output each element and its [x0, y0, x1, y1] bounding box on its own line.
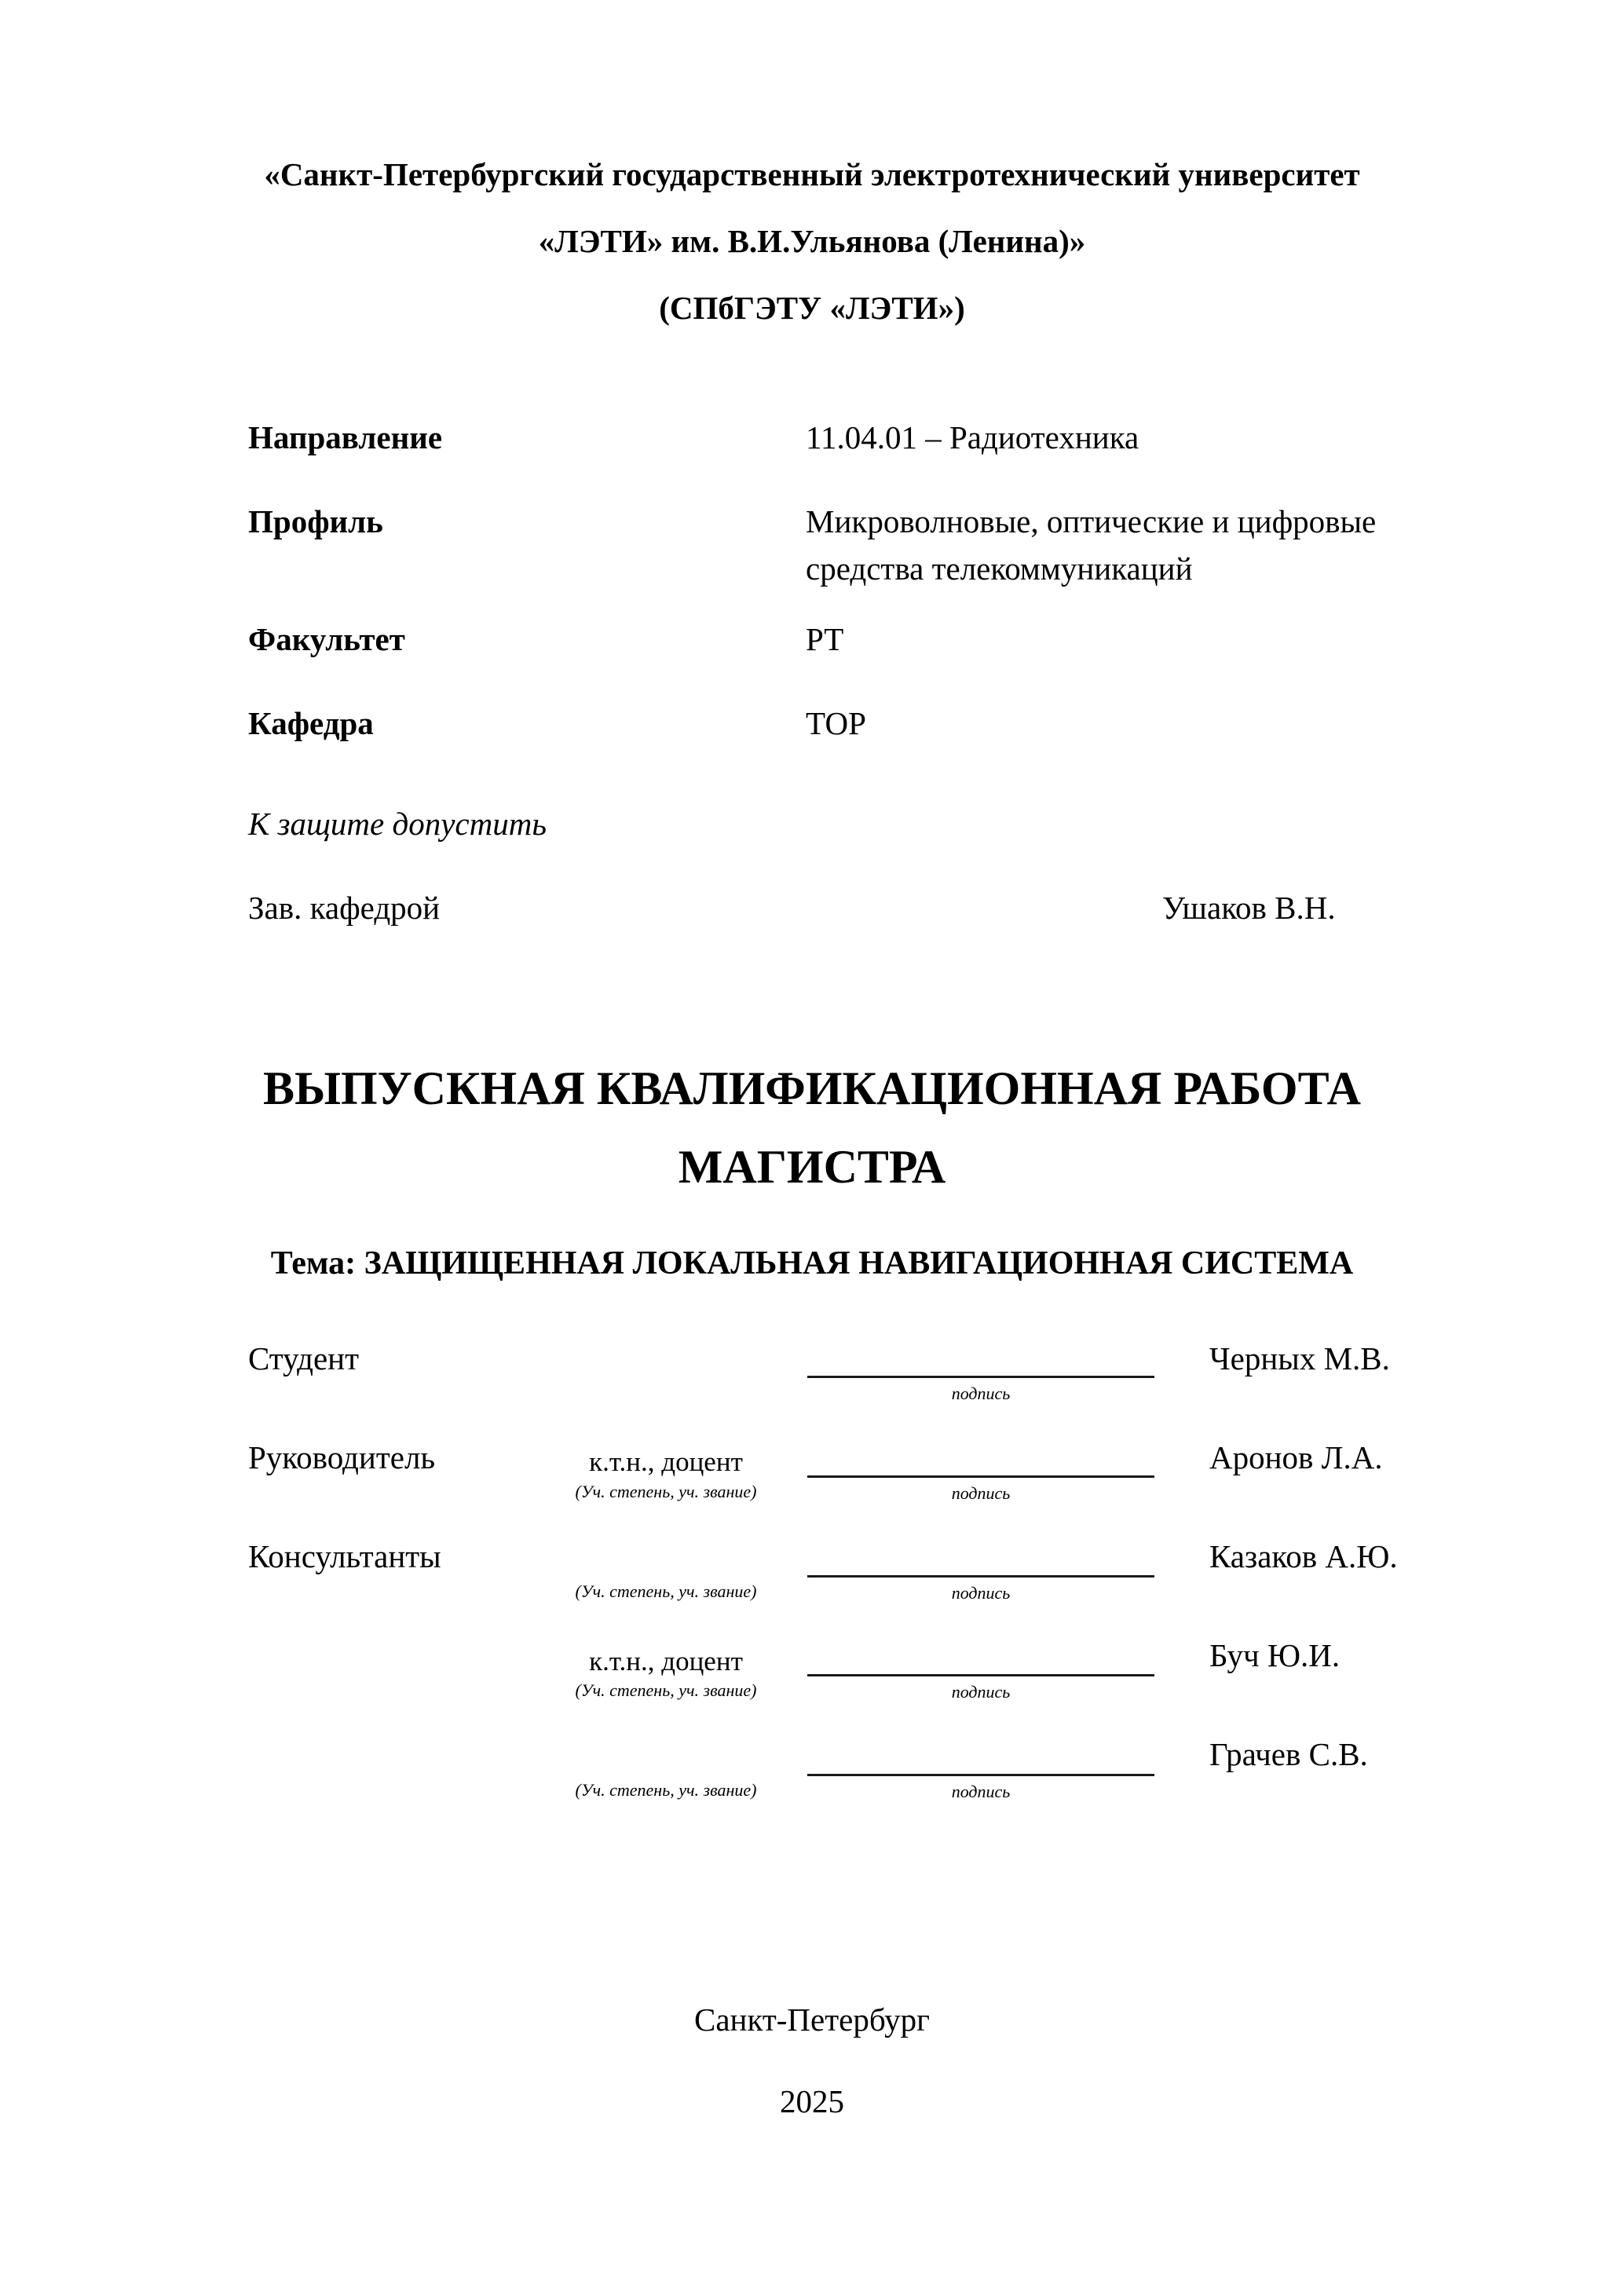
- signature-role-consultants: Консультанты: [248, 1538, 441, 1574]
- info-label-profile: Профиль: [248, 503, 383, 539]
- document-title-line1: ВЫПУСКНАЯ КВАЛИФИКАЦИОННАЯ РАБОТА: [263, 1062, 1361, 1114]
- info-value-direction: 11.04.01 – Радиотехника: [806, 419, 1139, 455]
- signature-line: [807, 1376, 1154, 1378]
- footer-year: 2025: [780, 2083, 844, 2119]
- credential-caption: (Уч. степень, уч. звание): [575, 1780, 757, 1800]
- document-title-line2: МАГИСТРА: [678, 1141, 946, 1193]
- credential-caption: (Уч. степень, уч. звание): [575, 1680, 757, 1700]
- signature-name-consultant-2: Буч Ю.И.: [1209, 1637, 1341, 1673]
- info-label-faculty: Факультет: [248, 621, 405, 657]
- document-topic: Тема: ЗАЩИЩЕННАЯ ЛОКАЛЬНАЯ НАВИГАЦИОННАЯ СИСТЕМА: [270, 1245, 1354, 1281]
- approval-name: Ушаков В.Н.: [1162, 890, 1336, 926]
- signature-name-consultant-3: Грачев С.В.: [1209, 1736, 1368, 1772]
- info-label-direction: Направление: [248, 419, 443, 455]
- approval-text: К защите допустить: [248, 806, 547, 842]
- footer-city: Санкт-Петербург: [694, 2002, 930, 2038]
- signature-line: [807, 1475, 1154, 1478]
- signature-name-student: Черных М.В.: [1209, 1340, 1390, 1377]
- info-label-department: Кафедра: [248, 705, 374, 741]
- info-value-profile-cont: средства телекоммуникаций: [806, 550, 1193, 587]
- signature-caption: подпись: [951, 1483, 1011, 1503]
- consultant-2-credential: к.т.н., доцент: [589, 1646, 743, 1676]
- info-value-faculty: РТ: [806, 621, 844, 657]
- university-name-line1: «Санкт-Петербургский государственный электротехнический университет: [264, 156, 1360, 192]
- signature-caption: подпись: [951, 1384, 1011, 1403]
- info-value-profile: Микроволновые, оптические и цифровые: [806, 503, 1377, 539]
- university-name-line2: «ЛЭТИ» им. В.И.Ульянова (Ленина)»: [538, 223, 1086, 259]
- signature-caption: подпись: [951, 1682, 1011, 1702]
- signature-name-supervisor: Аронов Л.А.: [1209, 1439, 1383, 1475]
- signature-line: [807, 1774, 1154, 1776]
- signature-line: [807, 1674, 1154, 1676]
- credential-caption: (Уч. степень, уч. звание): [575, 1482, 757, 1501]
- signature-role-supervisor: Руководитель: [248, 1439, 436, 1475]
- approval-role: Зав. кафедрой: [248, 890, 441, 926]
- signature-role-student: Студент: [248, 1340, 360, 1377]
- university-abbrev: (СПбГЭТУ «ЛЭТИ»): [659, 290, 965, 326]
- signature-line: [807, 1575, 1154, 1578]
- signature-name-consultant-1: Казаков А.Ю.: [1209, 1538, 1398, 1574]
- signature-caption: подпись: [951, 1583, 1011, 1603]
- info-value-department: ТОР: [806, 705, 866, 741]
- credential-caption: (Уч. степень, уч. звание): [575, 1581, 757, 1601]
- signature-caption: подпись: [951, 1782, 1011, 1801]
- supervisor-credential: к.т.н., доцент: [589, 1446, 743, 1477]
